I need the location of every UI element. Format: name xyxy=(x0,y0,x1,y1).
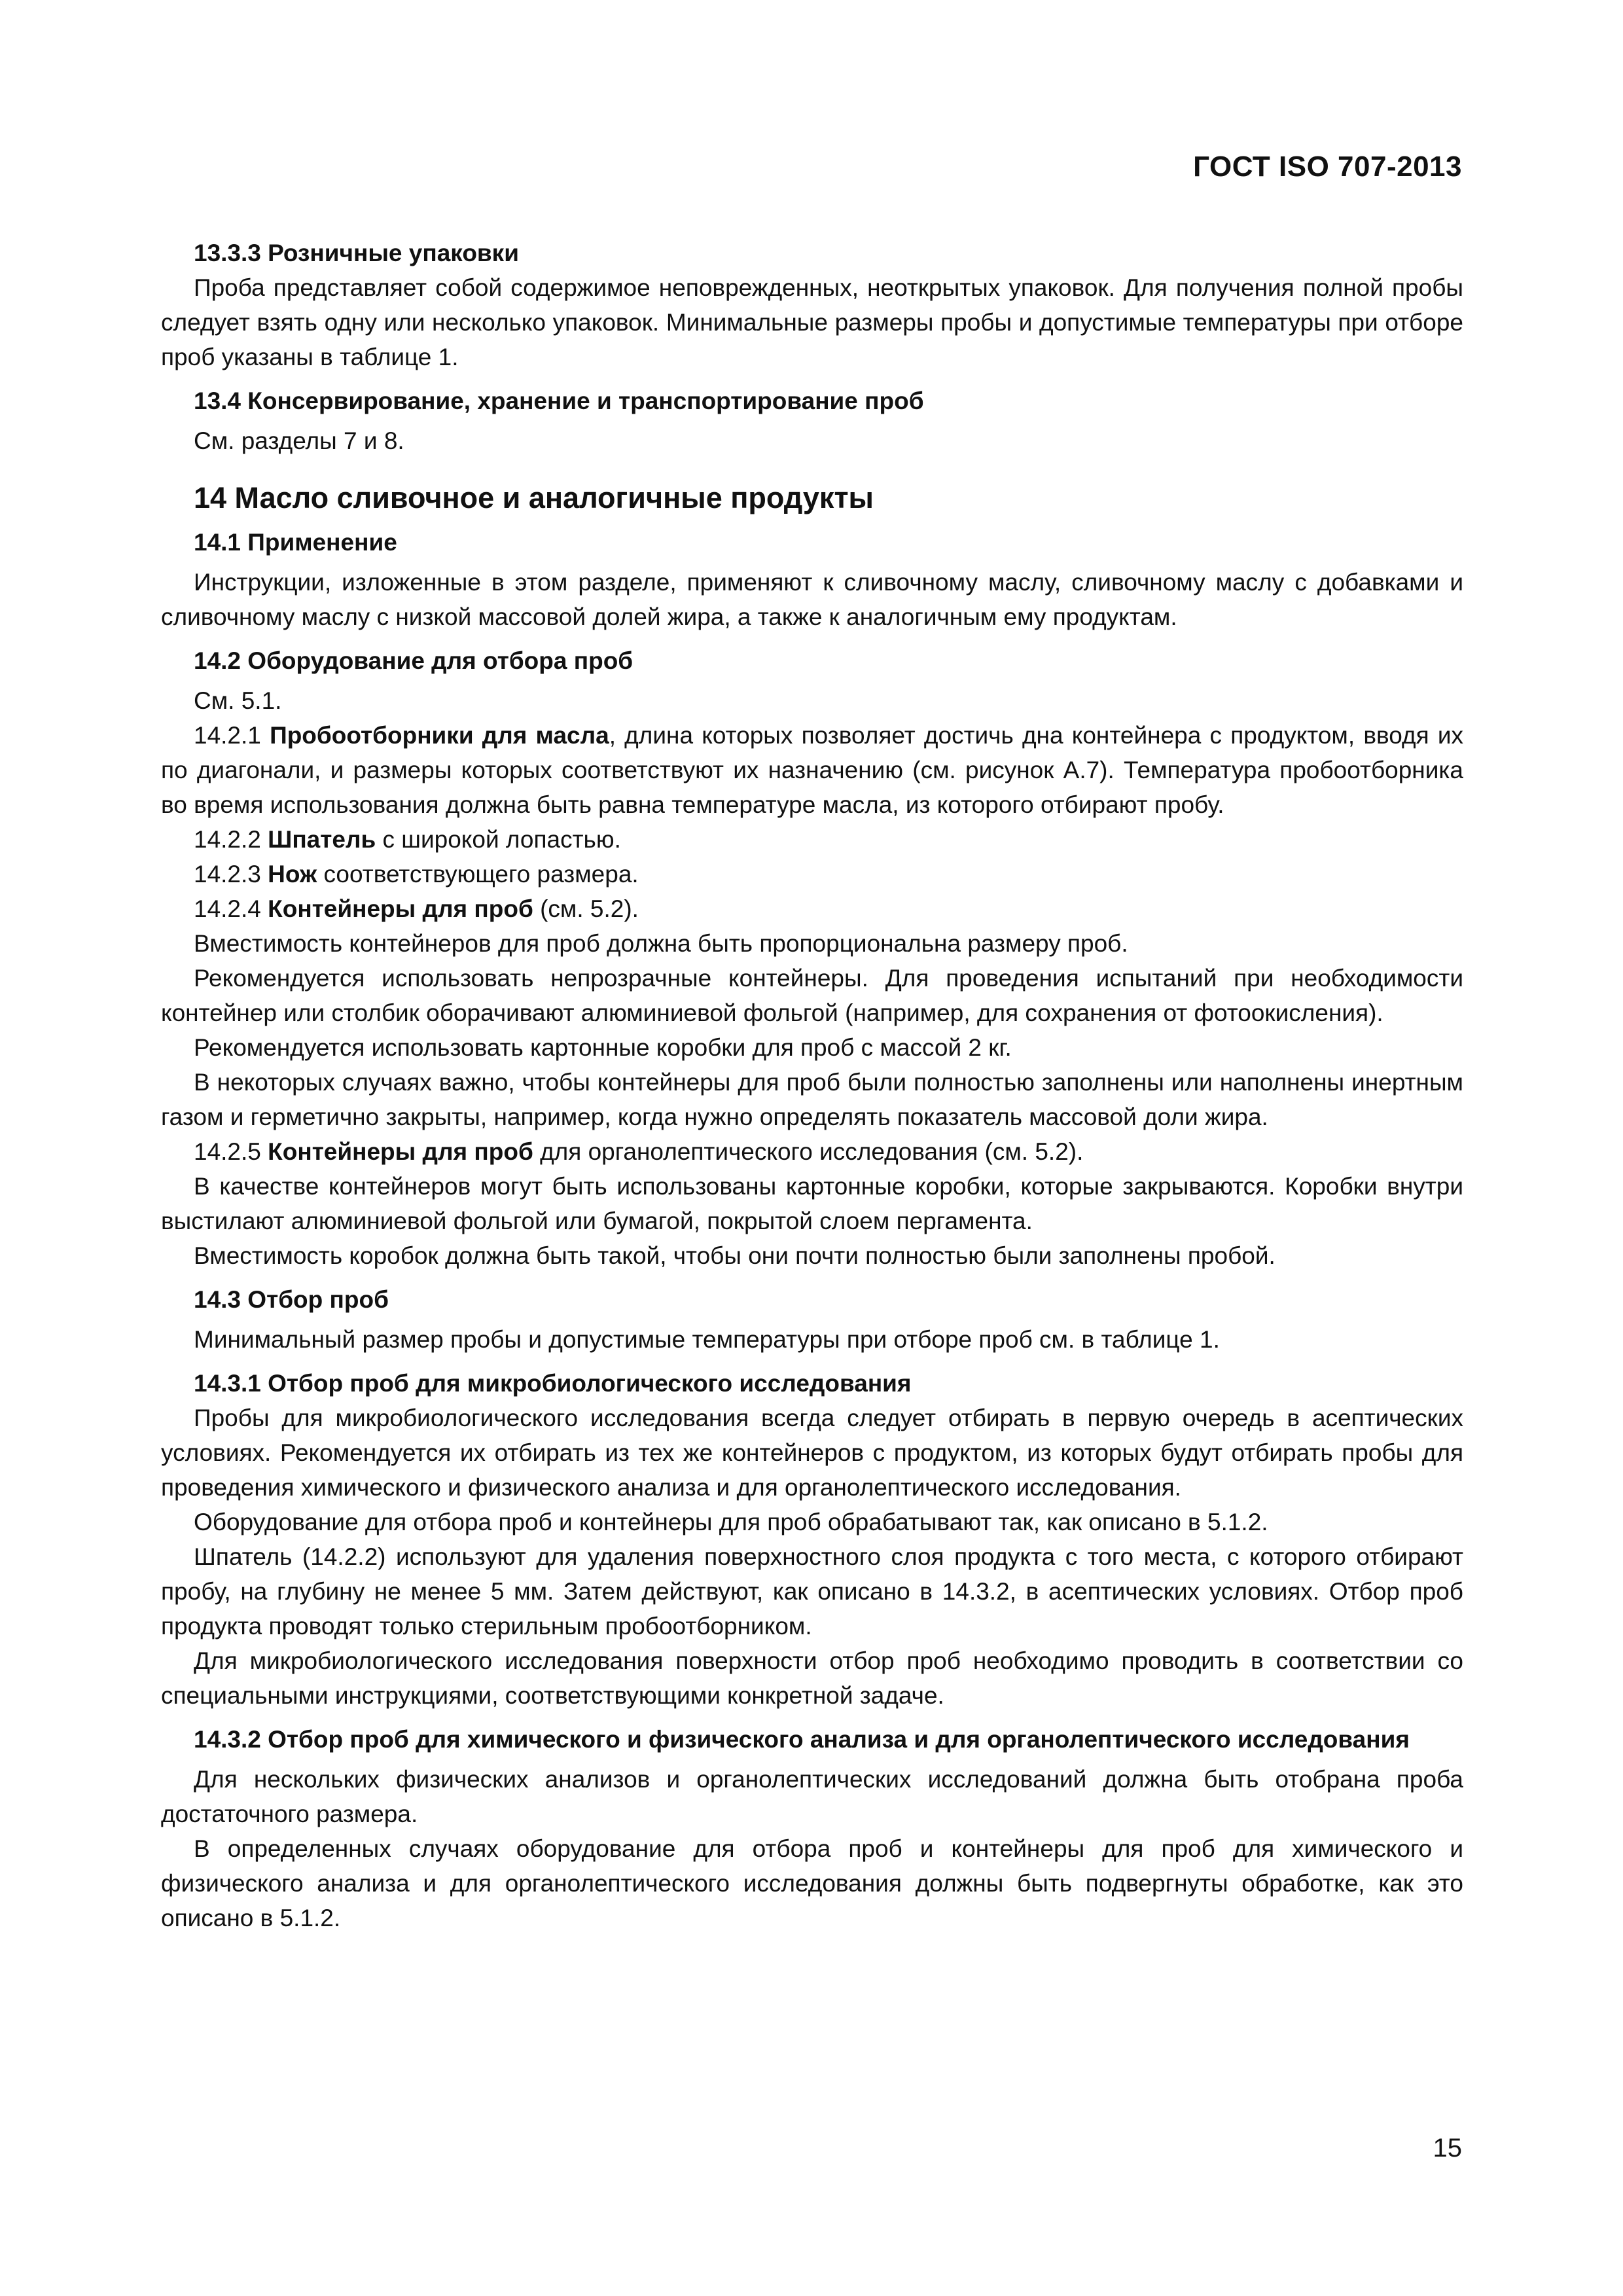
heading-14-3: 14.3 Отбор проб xyxy=(194,1286,389,1313)
paragraph: Шпатель (14.2.2) используют для удаления поверхностного слоя продукта с того места, с которого отбирают пробу, на глубину не менее 5 мм. Затем действуют, как описано в 14.3.2, в асептических условиях. Отбор проб продукта проводят только стерильным пробоотборником. xyxy=(161,1543,1463,1640)
paragraph: См. разделы 7 и 8. xyxy=(194,427,404,454)
paragraph: Для микробиологического исследования поверхности отбор проб необходимо проводить в соответствии со специальными инструкциями, соответствующими конкретной задаче. xyxy=(161,1647,1463,1709)
heading-14-3-1: 14.3.1 Отбор проб для микробиологического исследования xyxy=(194,1370,912,1397)
heading-14-3-2: 14.3.2 Отбор проб для химического и физического анализа и для органолептического исследования xyxy=(194,1726,1410,1753)
page-content xyxy=(161,236,1464,1935)
paragraph: Рекомендуется использовать непрозрачные контейнеры. Для проведения испытаний при необходимости контейнер или столбик оборачивают алюминиевой фольгой (например, для сохранения от фотоокисления). xyxy=(161,965,1463,1026)
document-code: ГОСТ ISO 707-2013 xyxy=(1193,151,1462,183)
heading-13-4: 13.4 Консервирование, хранение и транспортирование проб xyxy=(194,387,924,414)
paragraph: Минимальный размер пробы и допустимые температуры при отборе проб см. в таблице 1. xyxy=(194,1326,1220,1353)
item-14-2-4: 14.2.4 Контейнеры для проб (см. 5.2). xyxy=(194,895,639,922)
paragraph: Для нескольких физических анализов и органолептических исследований должна быть отобрана проба достаточного размера. xyxy=(161,1766,1463,1827)
item-14-2-2: 14.2.2 Шпатель с широкой лопастью. xyxy=(194,826,621,853)
paragraph: В некоторых случаях важно, чтобы контейнеры для проб были полностью заполнены или наполнены инертным газом и герметично закрыты, например, когда нужно определять показатель массовой доли жира. xyxy=(161,1069,1463,1130)
heading-14: 14 Масло сливочное и аналогичные продукты xyxy=(194,481,874,514)
paragraph: Проба представляет собой содержимое неповрежденных, неоткрытых упаковок. Для получения полной пробы следует взять одну или несколько упаковок. Минимальные размеры пробы и допустимые температуры при отборе проб указаны в таблице 1. xyxy=(161,274,1463,370)
paragraph: См. 5.1. xyxy=(194,687,282,714)
paragraph: Оборудование для отбора проб и контейнеры для проб обрабатывают так, как описано в 5.1.2. xyxy=(194,1509,1268,1535)
heading-13-3-3: 13.3.3 Розничные упаковки xyxy=(194,240,519,266)
paragraph: Рекомендуется использовать картонные коробки для проб с массой 2 кг. xyxy=(194,1034,1012,1061)
page-number: 15 xyxy=(1433,2134,1462,2162)
heading-14-2: 14.2 Оборудование для отбора проб xyxy=(194,647,633,674)
item-14-2-1: 14.2.1 Пробоотборники для масла, длина которых позволяет достичь дна контейнера с продуктом, вводя их по диагонали, и размеры которых соответствуют их назначению (см. рисунок А.7). Температура пробоотборника во время использования должна быть равна температуре масла, из которого отбирают пробу. xyxy=(161,722,1464,818)
item-14-2-5: 14.2.5 Контейнеры для проб для органолептического исследования (см. 5.2). xyxy=(194,1138,1084,1165)
paragraph: Вместимость коробок должна быть такой, чтобы они почти полностью были заполнены пробой. xyxy=(194,1242,1275,1269)
item-14-2-3: 14.2.3 Нож соответствующего размера. xyxy=(194,861,639,888)
paragraph: Пробы для микробиологического исследования всегда следует отбирать в первую очередь в асептических условиях. Рекомендуется их отбирать из тех же контейнеров с продуктом, из которых будут отбирать пробы для проведения химического и физического анализа и для органолептического исследования. xyxy=(161,1405,1463,1501)
heading-14-1: 14.1 Применение xyxy=(194,529,397,556)
paragraph: В определенных случаях оборудование для отбора проб и контейнеры для проб для химического и физического анализа и для органолептического исследования должны быть подвергнуты обработке, как это описано в 5.1.2. xyxy=(161,1835,1463,1931)
paragraph: Инструкции, изложенные в этом разделе, применяют к сливочному маслу, сливочному маслу с добавками и сливочному маслу с низкой массовой долей жира, а также к аналогичным ему продуктам. xyxy=(161,569,1463,630)
paragraph: Вместимость контейнеров для проб должна быть пропорциональна размеру проб. xyxy=(194,930,1128,957)
paragraph: В качестве контейнеров могут быть использованы картонные коробки, которые закрываются. Коробки внутри выстилают алюминиевой фольгой или бумагой, покрытой слоем пергамента. xyxy=(161,1173,1463,1234)
